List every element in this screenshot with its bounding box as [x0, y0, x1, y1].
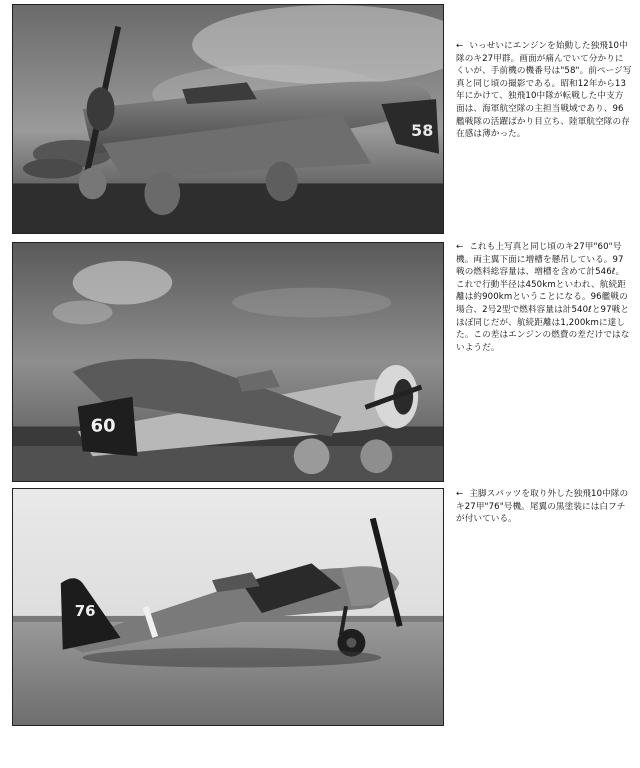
- caption-photo-1: [456, 40, 632, 141]
- photo-ki27-60: [12, 242, 444, 482]
- tail-number-60: 60: [90, 415, 116, 437]
- tail-number-76: 76: [74, 601, 96, 620]
- caption-text: 主脚スパッツを取り外した独飛10中隊のキ27甲"76"号機。尾翼の黒塗装には白フチが付いている。: [456, 489, 629, 525]
- caption-photo-2: [456, 241, 632, 354]
- photo-ki27-60-image: [13, 243, 443, 481]
- photo-ki27-76-image: [13, 489, 443, 725]
- photo-ki27-group: [12, 4, 444, 234]
- caption-photo-3: [456, 488, 632, 526]
- caption-text: これも上写真と同じ頃のキ27甲"60"号機。両主翼下面に増槽を懸吊している。97戦の燃料総容量は、増槽を含めて計546ℓ。これで行動半径は450kmといわれ、航続距離は約900kmということになる。96艦戦の場合、2号2型で燃料容量は計540ℓと97戦とほぼ同じだが、航続距離は1,200kmに達した。この差はエンジンの燃費の差だけではないようだ。: [456, 242, 630, 353]
- left-arrow-icon: ←: [456, 489, 464, 499]
- left-arrow-icon: ←: [456, 41, 464, 51]
- photo-ki27-group-image: [13, 5, 443, 233]
- tail-number-58: 58: [411, 120, 434, 140]
- caption-text: いっせいにエンジンを始動した独飛10中隊のキ27甲群。画面が痛んでいて分かりにくいが、手前機の機番号は"58"。前ページ写真と同じ頃の撮影である。昭和12年から13年にかけて、独飛10中隊が転戦した中支方面は、海軍航空隊の主担当戦域であり、96艦戦隊の活躍ばかり目立ち、陸軍航空隊の存在感は薄かった。: [456, 41, 632, 140]
- left-arrow-icon: ←: [456, 242, 464, 252]
- photo-ki27-76: [12, 488, 444, 726]
